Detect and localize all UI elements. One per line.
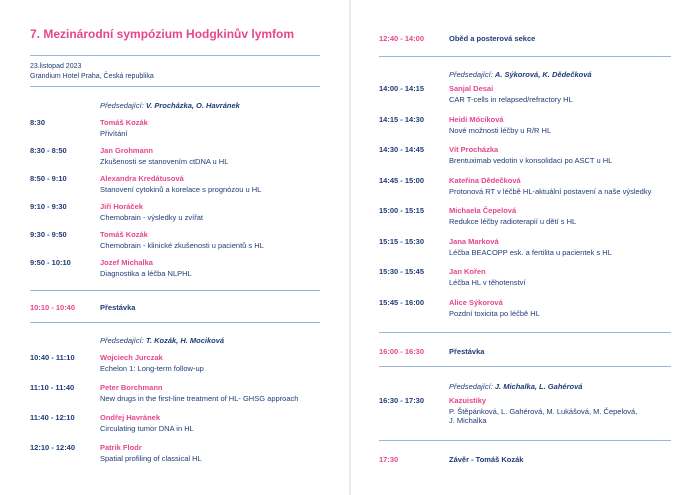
slot-speaker: Heidi Mócíková	[449, 114, 504, 124]
slot-speaker: Peter Borchmann	[100, 383, 163, 392]
slot-time: 11:10 - 11:40	[30, 383, 75, 392]
slot-speaker: Kazuistiky	[449, 396, 487, 405]
slot-time: 15:15 - 15:30	[379, 236, 425, 246]
slot-topic: P. Štěpánková, L. Gahérová, M. Lukášová, M. Čepelová,	[449, 407, 638, 416]
slot-time: 10:40 - 11:10	[30, 353, 75, 362]
slot-speaker: Jiří Horáček	[100, 202, 143, 211]
slot-topic: J. Michalka	[449, 416, 487, 425]
slot-speaker: Tomáš Kozák	[100, 118, 148, 127]
left-page	[0, 0, 349, 495]
page-title: 7. Mezinárodní sympózium Hodgkinův lymfom	[30, 27, 295, 41]
slot-topic: Chemobrain - klinické zkušenosti u pacientů s HL	[100, 241, 264, 250]
slot-topic: Spatial profiling of classical HL	[100, 454, 202, 463]
slot-speaker: Jana Marková	[449, 236, 499, 246]
break-label: Přestávka	[449, 347, 485, 356]
slot-speaker: Wojciech Jurczak	[100, 353, 163, 362]
slot-time: 12:10 - 12:40	[30, 443, 76, 452]
slot-topic: Stanovení cytokinů a korelace s prognózou u HL	[100, 185, 262, 194]
slot-speaker: Michaela Čepelová	[449, 206, 517, 215]
break-label: Přestávka	[100, 303, 136, 312]
slot-speaker: Jan Kořen	[449, 267, 486, 276]
slot-topic: Pozdní toxicita po léčbě HL	[449, 308, 540, 318]
slot-topic: Zkušenosti se stanovením ctDNA u HL	[100, 157, 229, 166]
slot-speaker: Alexandra Kredátusová	[100, 174, 184, 183]
slot-time: 9:10 - 9:30	[30, 202, 67, 211]
slot-speaker: Sanjal Desai	[449, 84, 494, 93]
slot-time: 8:50 - 9:10	[30, 174, 67, 183]
chair-session-2: Předsedající: T. Kozák, H. Mociková	[100, 336, 225, 345]
slot-time: 14:00 - 14:15	[379, 84, 425, 93]
divider	[30, 322, 320, 323]
divider	[30, 290, 320, 291]
chair-session-3: Předsedající: A. Sýkorová, K. Dědečková	[449, 70, 592, 79]
right-page	[351, 0, 700, 495]
event-venue: Grandium Hotel Praha, Česká republika	[30, 73, 154, 80]
slot-topic: Echelon 1: Long-term follow-up	[100, 364, 204, 373]
slot-topic: Protonová RT v léčbě HL-aktuální postavení a naše výsledky	[449, 186, 652, 196]
slot-topic: Léčba BEACOPP esk. a fertilita u pacientek s HL	[449, 247, 612, 257]
slot-speaker: Patrik Flodr	[100, 443, 142, 452]
lunch-label: Oběd a posterová sekce	[449, 34, 536, 43]
chair-session-1: Předsedající: V. Procházka, O. Havránek	[100, 101, 240, 110]
slot-topic: Nové možnosti léčby u R/R HL	[449, 125, 552, 135]
slot-time: 15:30 - 15:45	[379, 267, 425, 276]
slot-speaker: Alice Sýkorová	[449, 297, 503, 307]
slot-time: 16:30 - 17:30	[379, 396, 425, 405]
divider	[30, 55, 320, 56]
slot-topic: Chemobrain - výsledky u zvířat	[100, 213, 203, 222]
slot-topic: Léčba HL v těhotenství	[449, 278, 526, 287]
slot-time: 11:40 - 12:10	[30, 413, 75, 422]
slot-speaker: Ondřej Havránek	[100, 413, 161, 422]
closing-time: 17:30	[379, 455, 399, 464]
break-time: 10:10 - 10:40	[30, 303, 76, 312]
break-time: 16:00 - 16:30	[379, 347, 425, 356]
closing-label: Závěr - Tomáš Kozák	[449, 455, 524, 464]
slot-topic: CAR T-cells in relapsed/refractory HL	[449, 95, 573, 104]
lunch-time: 12:40 - 14:00	[379, 34, 425, 43]
chair-session-4: Předsedající: J. Michalka, L. Gahérová	[449, 382, 583, 391]
slot-topic: Circulating tumor DNA in HL	[100, 424, 194, 433]
event-date: 23.listopad 2023	[30, 63, 82, 70]
slot-time: 8:30	[30, 118, 46, 127]
slot-topic: New drugs in the first-line treatment of HL- GHSG approach	[100, 394, 299, 403]
slot-speaker: Kateřina Dědečková	[449, 175, 521, 185]
slot-speaker: Jozef Michalka	[100, 258, 153, 267]
slot-speaker: Tomáš Kozák	[100, 230, 148, 239]
slot-topic: Diagnostika a léčba NLPHL	[100, 269, 192, 278]
slot-speaker: Jan Grohmann	[100, 146, 153, 155]
divider	[379, 366, 671, 367]
slot-time: 15:45 - 16:00	[379, 297, 425, 307]
divider	[30, 86, 320, 87]
slot-time: 8:30 - 8:50	[30, 146, 67, 155]
divider	[379, 56, 671, 57]
divider	[379, 440, 671, 441]
slot-time: 14:15 - 14:30	[379, 114, 425, 124]
slot-time: 15:00 - 15:15	[379, 206, 425, 215]
slot-time: 14:30 - 14:45	[379, 145, 425, 154]
slot-topic: Redukce léčby radioterapií u dětí s HL	[449, 217, 577, 226]
slot-time: 14:45 - 15:00	[379, 175, 425, 185]
slot-time: 9:30 - 9:50	[30, 230, 67, 239]
slot-time: 9:50 - 10:10	[30, 258, 71, 267]
slot-speaker: Vít Procházka	[449, 145, 499, 154]
slot-topic: Přivítání	[100, 129, 128, 138]
slot-topic: Brentuximab vedotin v konsolidaci po ASCT u HL	[449, 156, 613, 165]
divider	[379, 332, 671, 333]
